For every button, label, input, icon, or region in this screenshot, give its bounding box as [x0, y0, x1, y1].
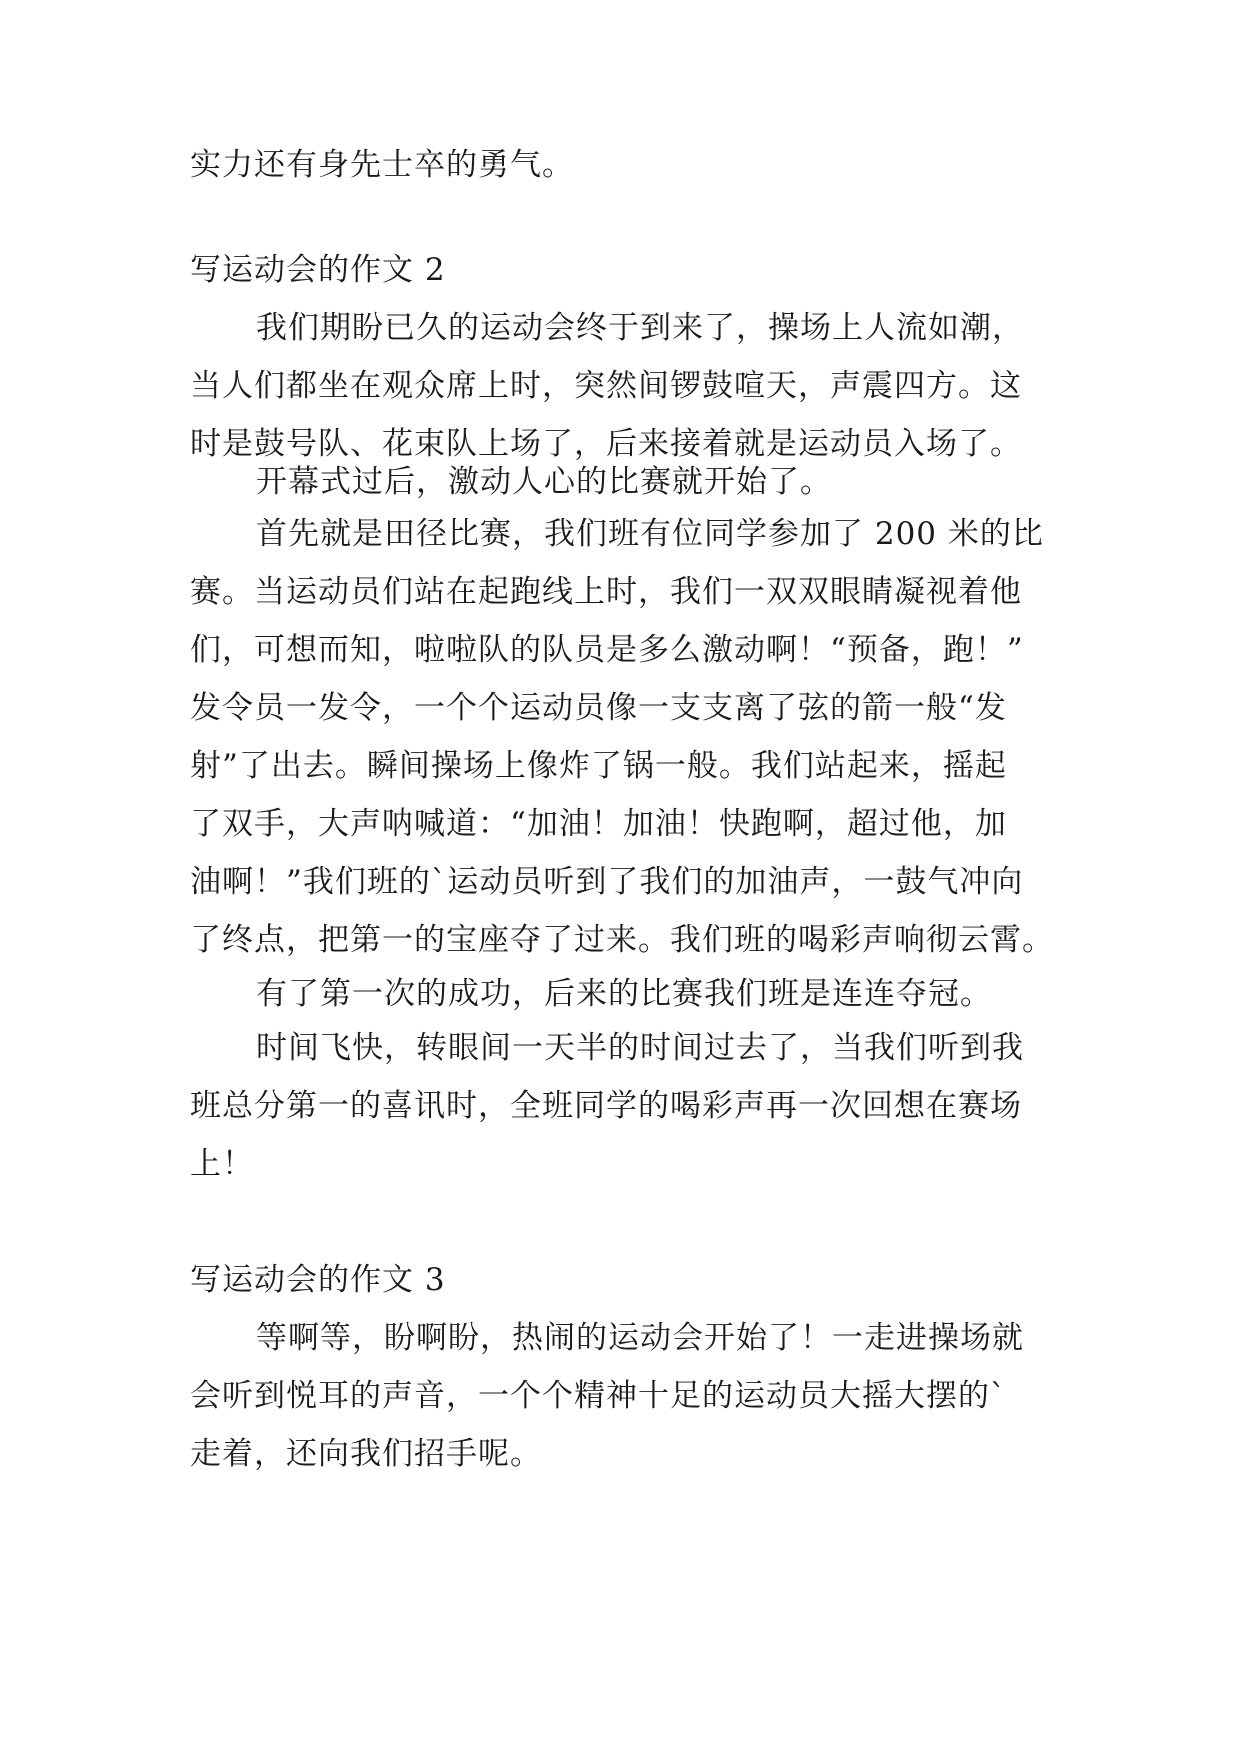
- text-line: 有了第一次的成功，后来的比赛我们班是连连夺冠。: [256, 976, 992, 1012]
- essay-2-paragraph-4: [190, 965, 1070, 1023]
- intro-paragraph: [190, 136, 1070, 194]
- text-line: 发令员一发令，一个个运动员像一支支离了弦的箭一般“发: [190, 690, 1007, 726]
- text-line: 当人们都坐在观众席上时，突然间锣鼓喧天，声震四方。这: [190, 368, 1022, 404]
- text-line: 实力还有身先士卒的勇气。: [190, 147, 574, 183]
- essay-3-paragraph-1: [190, 1309, 1070, 1483]
- text-line: 了双手，大声呐喊道：“加油！加油！快跑啊，超过他，加: [190, 806, 1007, 842]
- text-line: 了终点，把第一的宝座夺了过来。我们班的喝彩声响彻云霄。: [190, 922, 1054, 958]
- section-heading: 写运动会的作文 3: [190, 1262, 446, 1298]
- essay-2-paragraph-2: [190, 453, 1070, 511]
- essay-2-paragraph-1: [190, 299, 1070, 473]
- essay-2-paragraph-3: [190, 505, 1070, 969]
- text-line: 上！: [190, 1146, 254, 1182]
- text-line: 油啊！”我们班的`运动员听到了我们的加油声，一鼓气冲向: [190, 864, 1024, 900]
- text-line: 赛。当运动员们站在起跑线上时，我们一双双眼睛凝视着他: [190, 574, 1022, 610]
- essay-3-title: [190, 1251, 1070, 1309]
- text-line: 时间飞快，转眼间一天半的时间过去了，当我们听到我: [256, 1030, 1024, 1066]
- text-line: 我们期盼已久的运动会终于到来了，操场上人流如潮，: [256, 310, 1024, 346]
- text-line: 们，可想而知，啦啦队的队员是多么激动啊！“预备，跑！”: [190, 632, 1024, 668]
- text-line: 班总分第一的喜讯时，全班同学的喝彩声再一次回想在赛场: [190, 1088, 1022, 1124]
- text-line: 首先就是田径比赛，我们班有位同学参加了 200 米的比: [256, 516, 1044, 552]
- text-line: 开幕式过后，激动人心的比赛就开始了。: [256, 464, 832, 500]
- text-line: 走着，还向我们招手呢。: [190, 1436, 542, 1472]
- text-line: 会听到悦耳的声音，一个个精神十足的运动员大摇大摆的`: [190, 1378, 1007, 1414]
- text-line: 等啊等，盼啊盼，热闹的运动会开始了！一走进操场就: [256, 1320, 1024, 1356]
- essay-2-title: [190, 241, 1070, 299]
- section-heading: 写运动会的作文 2: [190, 252, 446, 288]
- text-line: 射”了出去。瞬间操场上像炸了锅一般。我们站起来，摇起: [190, 748, 1007, 784]
- essay-2-paragraph-5: [190, 1019, 1070, 1193]
- text-line: 时是鼓号队、花束队上场了，后来接着就是运动员入场了。: [190, 426, 1022, 462]
